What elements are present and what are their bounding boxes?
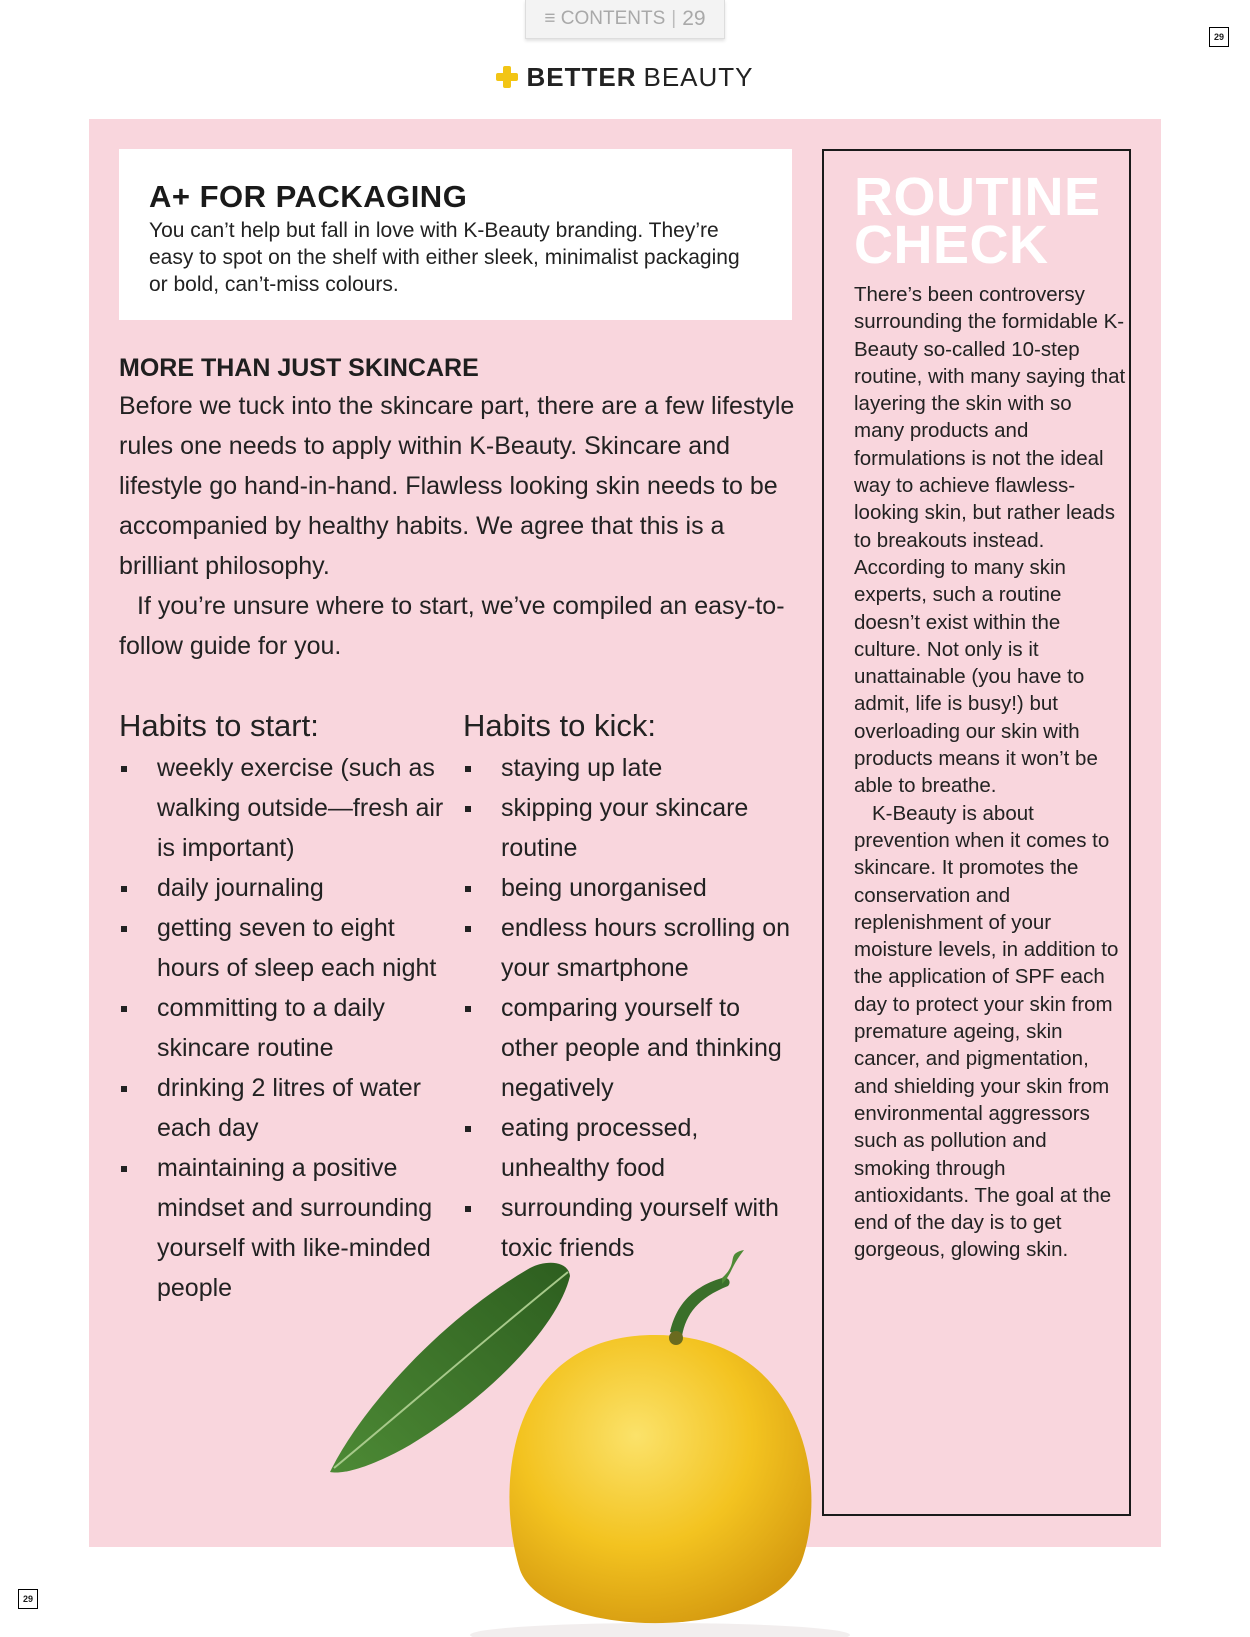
list-item: committing to a daily skincare routine: [119, 988, 464, 1068]
list-item: comparing yourself to other people and thinking negatively: [463, 988, 803, 1108]
habits-kick-column: [463, 704, 803, 1268]
routine-title-line-2: CHECK: [854, 215, 1049, 275]
contents-page-number: 29: [682, 7, 706, 30]
intro-section: [119, 352, 799, 666]
list-item: surrounding yourself with toxic friends: [463, 1188, 803, 1268]
page-number-badge-top[interactable]: 29: [1209, 27, 1229, 47]
list-item: endless hours scrolling on your smartphone: [463, 908, 803, 988]
routine-paragraph-2: K-Beauty is about prevention when it comes to skincare. It promotes the conservation and replenishment of your moisture levels, in addition to the application of SPF each day to protect your skin from premature ageing, skin cancer, and pigmentation, and shielding your skin from environmental aggressors such as pollution and smoking through antioxidants. The goal at the end of the day is to get gorgeous, glowing skin.: [854, 801, 1119, 1262]
contents-separator: |: [671, 8, 677, 29]
plus-icon: [496, 66, 518, 88]
packaging-callout: [119, 149, 792, 320]
brand-bold: BETTER: [526, 62, 637, 92]
intro-paragraph-2: If you’re unsure where to start, we’ve compiled an easy-to-follow guide for you.: [119, 592, 785, 660]
list-item: eating processed, unhealthy food: [463, 1108, 803, 1188]
habits-start-list: [119, 748, 464, 1308]
routine-paragraph-1: There’s been controversy surrounding the formidable K-Beauty so-called 10-step routine, with many saying that layering the skin with so many products and formulations is not the ideal way to achieve flawless-looking skin, but rather leads to breakouts instead. According to many skin experts, such a routine doesn’t exist within the culture. Not only is it unattainable (you have to admit, life is busy!) but overloading our skin with products means it won’t be able to breathe.: [854, 283, 1126, 798]
intro-paragraph-1: Before we tuck into the skincare part, there are a few lifestyle rules one needs to apply within K-Beauty. Skincare and lifestyle go hand-in-hand. Flawless looking skin needs to be accompanied by healthy habits. We agree that this is a brilliant philosophy.: [119, 392, 795, 580]
list-item: drinking 2 litres of water each day: [119, 1068, 464, 1148]
packaging-body: You can’t help but fall in love with K-Beauty branding. They’re easy to spot on the shelf with either sleek, minimalist packaging or bold, can’t-miss colours.: [149, 219, 740, 296]
routine-check-sidebar: [822, 149, 1131, 1516]
list-item: getting seven to eight hours of sleep each night: [119, 908, 464, 988]
list-item: weekly exercise (such as walking outside—fresh air is important): [119, 748, 464, 868]
list-item: being unorganised: [463, 868, 803, 908]
yuzu-fruit-image: [330, 1240, 890, 1637]
list-item: staying up late: [463, 748, 803, 788]
brand-light: BEAUTY: [643, 62, 754, 92]
contents-label: ≡ CONTENTS: [544, 8, 666, 29]
intro-paragraph-2-wrap: [119, 586, 799, 666]
habits-kick-title: Habits to kick:: [463, 708, 656, 743]
habits-start-title: Habits to start:: [119, 708, 319, 743]
packaging-title: A+ FOR PACKAGING: [149, 179, 468, 214]
list-item: skipping your skincare routine: [463, 788, 803, 868]
routine-body: [854, 281, 1126, 1264]
page-number-badge-bottom[interactable]: 29: [18, 1589, 38, 1609]
list-item: daily journaling: [119, 868, 464, 908]
habits-start-column: [119, 704, 464, 1308]
routine-title-line-1: ROUTINE: [854, 167, 1101, 227]
routine-title: [854, 167, 1144, 275]
habits-kick-list: [463, 748, 803, 1268]
section-header: [0, 62, 1250, 93]
contents-tab[interactable]: [525, 0, 725, 39]
intro-title: MORE THAN JUST SKINCARE: [119, 354, 479, 382]
list-item: maintaining a positive mindset and surrounding yourself with like-minded people: [119, 1148, 464, 1308]
